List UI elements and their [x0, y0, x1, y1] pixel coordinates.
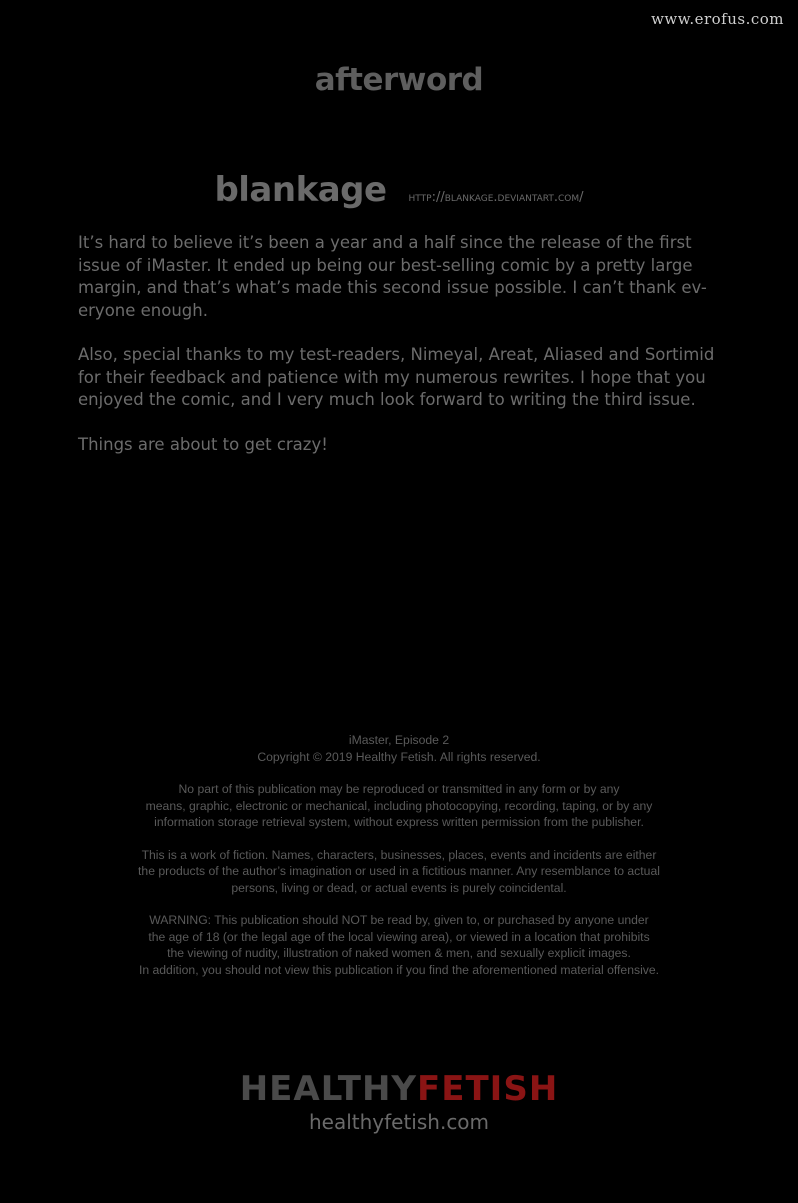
legal-notice: [0, 732, 798, 994]
author-line: [0, 170, 798, 210]
copyright-line: Copyright © 2019 Healthy Fetish. All rights reserved.: [257, 749, 541, 764]
reproduction-line: information storage retrieval system, without express written permission from the publisher.: [154, 815, 644, 829]
warning-line: the age of 18 (or the legal age of the local viewing area), or viewed in a location that prohibits: [148, 929, 650, 944]
warning-block: [0, 912, 798, 978]
copyright-block: [0, 732, 798, 765]
afterword-paragraph: Things are about to get crazy!: [78, 434, 328, 454]
reproduction-line: No part of this publication may be reproduced or transmitted in any form or by any: [178, 782, 620, 796]
reproduction-line: means, graphic, electronic or mechanical, including photocopying, recording, taping, or by any: [145, 798, 653, 813]
brand-url-link[interactable]: healthyfetish.com: [308, 1110, 490, 1134]
afterword-paragraph: It’s hard to believe it’s been a year and a half since the release of the first issue of iMaster. It ended up being our best-selling comic by a pretty large margin, and that’s what’s made this second issue possible. I can’t thank ev-eryone enough.: [78, 233, 707, 320]
warning-line: WARNING: This publication should NOT be read by, given to, or purchased by anyone under: [149, 913, 649, 927]
brand-footer: [0, 1070, 798, 1134]
afterword-paragraph: Also, special thanks to my test-readers, Nimeyal, Areat, Aliased and Sortimid for their feedback and patience with my numerous rewrites. I hope that you enjoyed the comic, and I very much look forward to writing the third issue.: [78, 345, 715, 409]
author-name: blankage: [214, 170, 387, 210]
fiction-block: [0, 847, 798, 897]
episode-line: iMaster, Episode 2: [348, 733, 450, 747]
fiction-line: persons, living or dead, or actual events is purely coincidental.: [231, 880, 567, 895]
brand-logo-part1: HEALTHY: [239, 1069, 418, 1109]
watermark-text: www.erofus.com: [651, 10, 784, 28]
page-title: afterword: [314, 62, 484, 98]
author-url-link[interactable]: http://blankage.deviantart.com/: [408, 190, 584, 205]
fiction-line: the products of the author’s imagination or used in a fictitious manner. Any resemblance to actual: [138, 864, 660, 878]
reproduction-block: [0, 781, 798, 831]
fiction-line: This is a work of fiction. Names, characters, businesses, places, events and incidents are either: [141, 847, 657, 862]
afterword-body: [78, 232, 723, 478]
brand-logo: [0, 1070, 798, 1108]
warning-line: In addition, you should not view this publication if you find the aforementioned material offensive.: [138, 962, 660, 977]
brand-logo-part2: FETISH: [417, 1069, 559, 1109]
warning-line: the viewing of nudity, illustration of naked women & men, and sexually explicit images.: [167, 946, 631, 960]
